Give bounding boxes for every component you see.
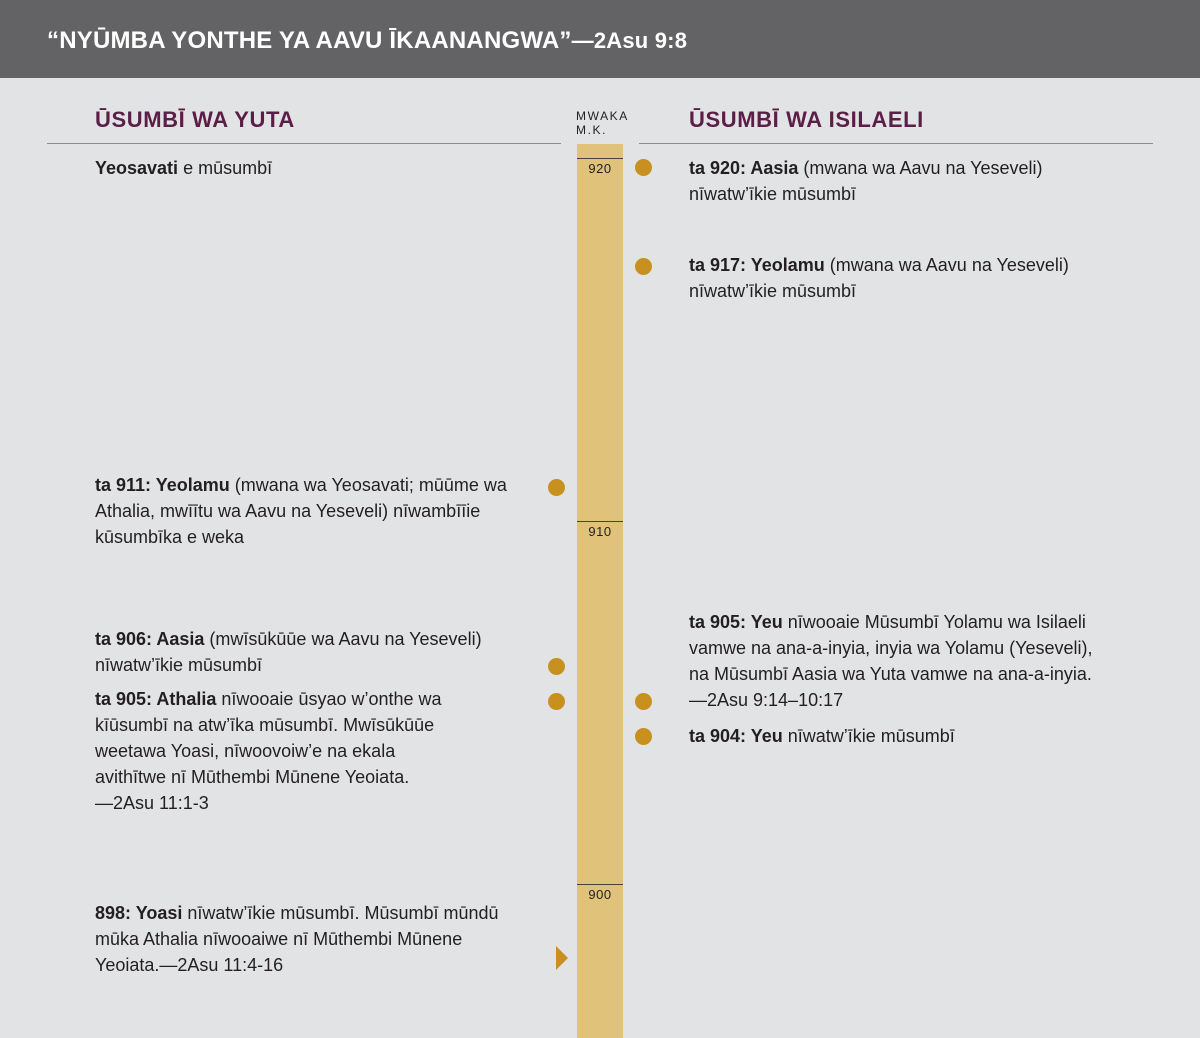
event-lead: ta 904: Yeu	[689, 726, 783, 746]
tick-line-910	[577, 521, 623, 522]
banner-reference: —2Asu 9:8	[571, 28, 688, 53]
marker-arrow	[556, 946, 568, 970]
left-column-heading: ŪSUMBĪ WA YUTA	[95, 107, 295, 132]
event-text: (mwana wa Yeosavati; mūūme wa Athalia, mwīītu wa Aavu na Yeseveli) nīwambīīie kūsumbīka e weka	[95, 475, 507, 547]
event-text: (mwana wa Aavu na Yeseveli) nīwatw’īkie mūsumbī	[689, 158, 1043, 204]
right-column-heading: ŪSUMBĪ WA ISILAELI	[689, 107, 924, 132]
years-label-line2: M.K.	[576, 123, 608, 137]
marker-dot	[548, 658, 565, 675]
tick-line-900	[577, 884, 623, 885]
event-text: nīwooaie ūsyao w’onthe wa kīūsumbī na atw’īka mūsumbī. Mwīsūkūūe weetawa Yoasi, nīwoovoiw’e na ekala avithītwe nī Mūthembi Mūnene Yeoiata.	[95, 689, 442, 787]
event-text: e mūsumbī	[178, 158, 273, 178]
tick-line-920	[577, 158, 623, 159]
event-lead: Yeosavati	[95, 158, 179, 178]
event-text: nīwatw’īkie mūsumbī. Mūsumbī mūndū mūka Athalia nīwooaiwe nī Mūthembi Mūnene Yeoiata.	[95, 903, 499, 975]
right-heading-rule	[639, 143, 1153, 144]
banner-text	[47, 27, 687, 55]
event-judah	[95, 626, 495, 678]
event-text: nīwooaie Mūsumbī Yolamu wa Isilaeli vamwe na ana-a-inyia, inyia wa Yolamu (Yeseveli), na Mūsumbī Aasia wa Yuta vamwe na ana-a-inyia.	[689, 612, 1093, 684]
event-reference: —2Asu 11:4-16	[159, 955, 284, 975]
event-judah	[95, 472, 515, 550]
years-axis-label	[576, 109, 629, 137]
event-israel	[689, 723, 1109, 749]
event-lead: ta 905: Athalia	[95, 689, 217, 709]
tick-label-910: 910	[588, 524, 612, 539]
event-lead: ta 911: Yeolamu	[95, 475, 230, 495]
event-reference: —2Asu 9:14–10:17	[689, 690, 844, 710]
marker-dot	[635, 693, 652, 710]
marker-dot	[635, 159, 652, 176]
event-judah	[95, 155, 525, 181]
event-israel	[689, 155, 1089, 207]
event-lead: ta 920: Aasia	[689, 158, 799, 178]
event-lead: 898: Yoasi	[95, 903, 183, 923]
marker-dot	[635, 258, 652, 275]
event-lead: ta 905: Yeu	[689, 612, 783, 632]
event-reference: —2Asu 11:1-3	[95, 793, 209, 813]
event-text: nīwatw’īkie mūsumbī	[782, 726, 955, 746]
event-judah	[95, 686, 455, 816]
event-judah	[95, 900, 515, 978]
title-banner	[0, 0, 1200, 78]
tick-label-920: 920	[588, 161, 612, 176]
event-lead: ta 917: Yeolamu	[689, 255, 825, 275]
marker-dot	[635, 728, 652, 745]
event-text: (mwīsūkūūe wa Aavu na Yeseveli) nīwatw’īkie mūsumbī	[95, 629, 482, 675]
marker-dot	[548, 479, 565, 496]
timeline-bar	[577, 144, 623, 1038]
tick-label-900: 900	[588, 887, 612, 902]
marker-dot	[548, 693, 565, 710]
banner-title: “NYŪMBA YONTHE YA AAVU ĪKAANANGWA”	[47, 27, 572, 54]
event-lead: ta 906: Aasia	[95, 629, 205, 649]
event-text: (mwana wa Aavu na Yeseveli) nīwatw’īkie mūsumbī	[689, 255, 1069, 301]
event-israel	[689, 609, 1109, 713]
left-heading-rule	[47, 143, 561, 144]
event-israel	[689, 252, 1089, 304]
years-label-line1: MWAKA	[576, 109, 629, 123]
